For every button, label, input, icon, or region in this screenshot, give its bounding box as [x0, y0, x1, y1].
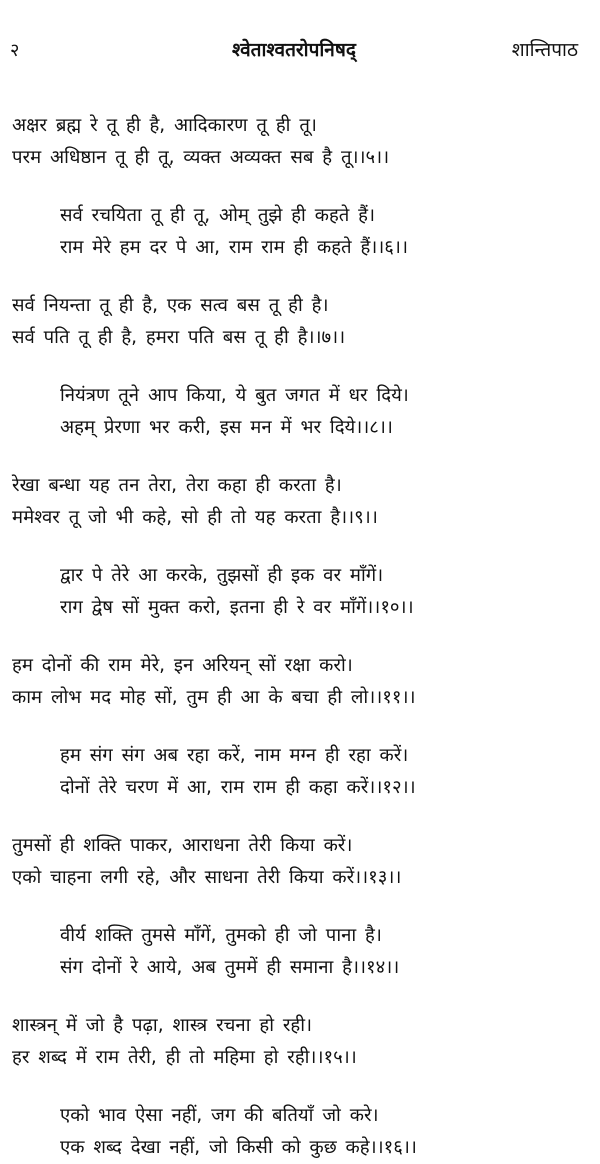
verse-stanza	[12, 1100, 592, 1164]
page-title: श्वेताश्वतरोपनिषद्	[232, 39, 356, 61]
verse-line: द्वार पे तेरे आ करके, तुझसों ही इक वर माँगें।	[60, 565, 384, 586]
page-header	[10, 30, 578, 70]
verse-line: एको भाव ऐसा नहीं, जग की बतियाँ जो करे।	[60, 1105, 379, 1126]
verse-stanza	[12, 200, 592, 264]
section-name: शान्तिपाठ	[511, 39, 578, 61]
verse-body	[12, 110, 592, 1164]
verse-line: राग द्वेष सों मुक्त करो, इतना ही रे वर माँगें।।१०।।	[60, 597, 414, 618]
verse-line: शास्त्रन् में जो है पढ़ा, शास्त्र रचना हो रही।	[12, 1015, 313, 1036]
verse-stanza	[12, 470, 592, 534]
verse-stanza	[12, 650, 592, 714]
verse-line: एक शब्द देखा नहीं, जो किसी को कुछ कहे।।१६।।	[60, 1137, 417, 1158]
verse-line: एको चाहना लगी रहे, और साधना तेरी किया करें।।१३।।	[12, 867, 402, 888]
page-number: २	[10, 40, 20, 61]
verse-stanza	[12, 1010, 592, 1074]
verse-stanza	[12, 290, 592, 354]
verse-stanza	[12, 560, 592, 624]
verse-stanza	[12, 110, 592, 174]
verse-line: नियंत्रण तूने आप किया, ये बुत जगत में धर दिये।	[60, 385, 409, 406]
verse-line: हम संग संग अब रहा करें, नाम मग्न ही रहा करें।	[60, 745, 409, 766]
verse-line: रेखा बन्धा यह तन तेरा, तेरा कहा ही करता है।	[12, 475, 342, 496]
verse-stanza	[12, 740, 592, 804]
verse-stanza	[12, 920, 592, 984]
verse-stanza	[12, 380, 592, 444]
verse-line: वीर्य शक्ति तुमसे माँगें, तुमको ही जो पाना है।	[60, 925, 382, 946]
verse-line: परम अधिष्ठान तू ही तू, व्यक्त अव्यक्त सब है तू।।५।।	[12, 147, 390, 168]
verse-line: सर्व रचयिता तू ही तू, ओम् तुझे ही कहते हैं।	[60, 205, 376, 226]
verse-line: अक्षर ब्रह्म रे तू ही है, आदिकारण तू ही तू।	[12, 115, 317, 136]
verse-line: तुमसों ही शक्ति पाकर, आराधना तेरी किया करें।	[12, 835, 353, 856]
verse-stanza	[12, 830, 592, 894]
verse-line: सर्व नियन्ता तू ही है, एक सत्व बस तू ही है।	[12, 295, 329, 316]
verse-line: सर्व पति तू ही है, हमरा पति बस तू ही है।।७।।	[12, 327, 346, 348]
verse-line: संग दोनों रे आये, अब तुममें ही समाना है।।१४।।	[60, 957, 400, 978]
verse-line: दोनों तेरे चरण में आ, राम राम ही कहा करें।।१२।।	[60, 777, 416, 798]
verse-line: हम दोनों की राम मेरे, इन अरियन् सों रक्षा करो।	[12, 655, 353, 676]
verse-line: हर शब्द में राम तेरी, ही तो महिमा हो रही।।१५।।	[12, 1047, 357, 1068]
verse-line: काम लोभ मद मोह सों, तुम ही आ के बचा ही लो।।११।।	[12, 687, 416, 708]
verse-line: राम मेरे हम दर पे आ, राम राम ही कहते हैं।।६।।	[60, 237, 408, 258]
verse-line: अहम् प्रेरणा भर करी, इस मन में भर दिये।।८।।	[60, 417, 393, 438]
verse-line: ममेश्वर तू जो भी कहे, सो ही तो यह करता है।।९।।	[12, 507, 378, 528]
